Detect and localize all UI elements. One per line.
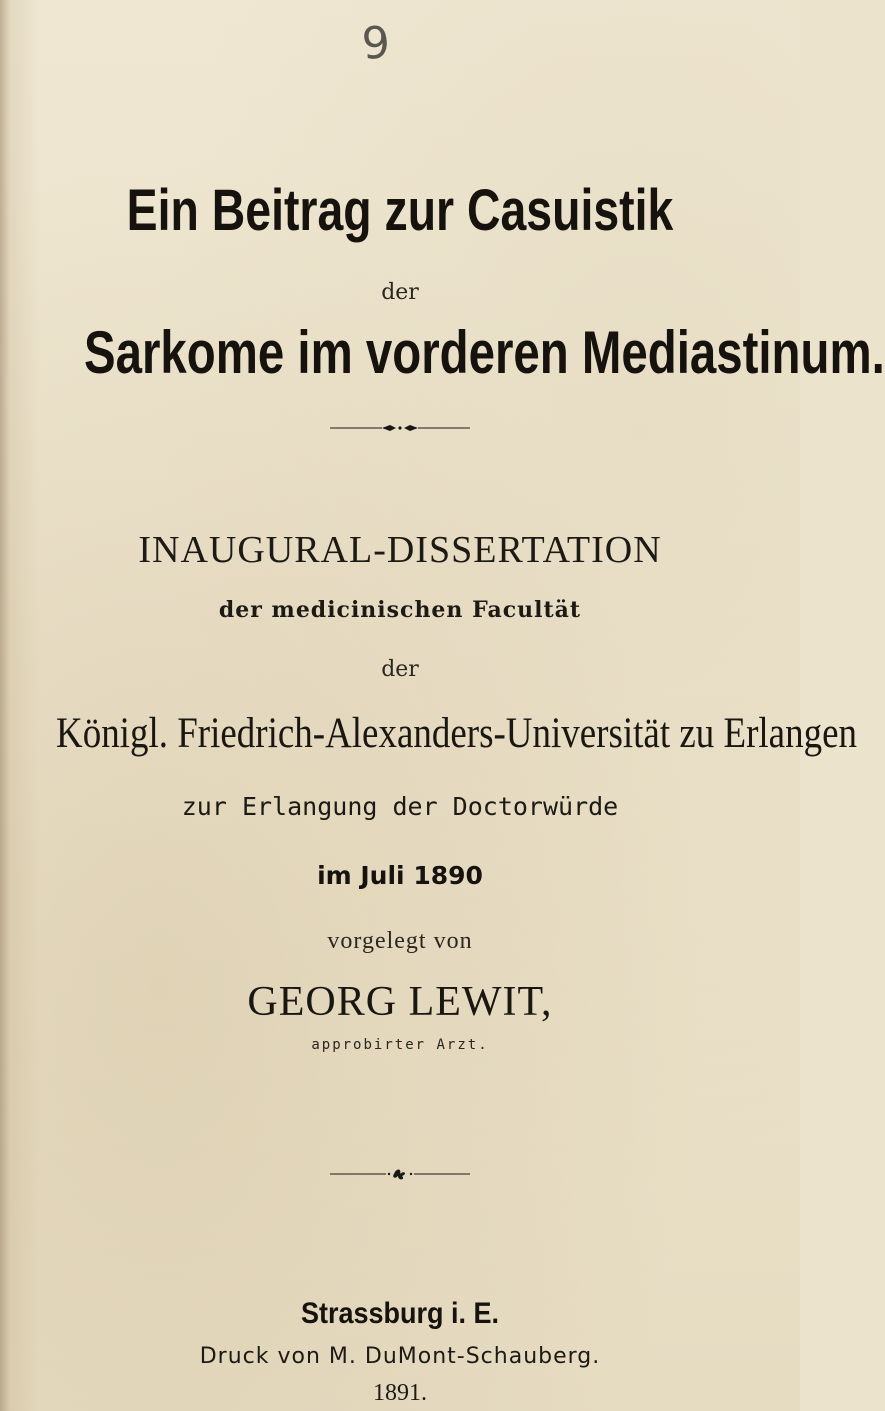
author-name: GEORG LEWIT, <box>247 979 553 1025</box>
publication-year: 1891. <box>373 1380 427 1406</box>
presented-by: vorgelegt von <box>327 928 473 954</box>
floral-ornament-icon <box>330 1166 470 1182</box>
page-edge-shadow <box>0 0 40 1411</box>
rule-ornament-icon <box>330 423 470 433</box>
submission-date: im Juli 1890 <box>317 861 483 890</box>
handwritten-page-mark: 9 <box>360 17 392 70</box>
publication-city: Strassburg i. E. <box>300 1297 500 1330</box>
degree-purpose: zur Erlangung der Doctorwürde <box>181 792 619 821</box>
title-line-2: Sarkome im vorderen Mediastinum. <box>84 319 885 386</box>
title-line-1: Ein Beitrag zur Casuistik <box>126 178 674 243</box>
university-name: Königl. Friedrich-Alexanders-Universität zu Erlangen <box>56 710 857 757</box>
author-title: approbirter Arzt. <box>311 1037 489 1053</box>
title-connector: der <box>381 280 419 305</box>
faculty-line: der medicinischen Facultät <box>218 597 582 623</box>
printer-line: Druck von M. DuMont-Schauberg. <box>199 1344 601 1369</box>
faculty-connector: der <box>381 657 419 682</box>
dissertation-heading: INAUGURAL-DISSERTATION <box>138 529 662 571</box>
